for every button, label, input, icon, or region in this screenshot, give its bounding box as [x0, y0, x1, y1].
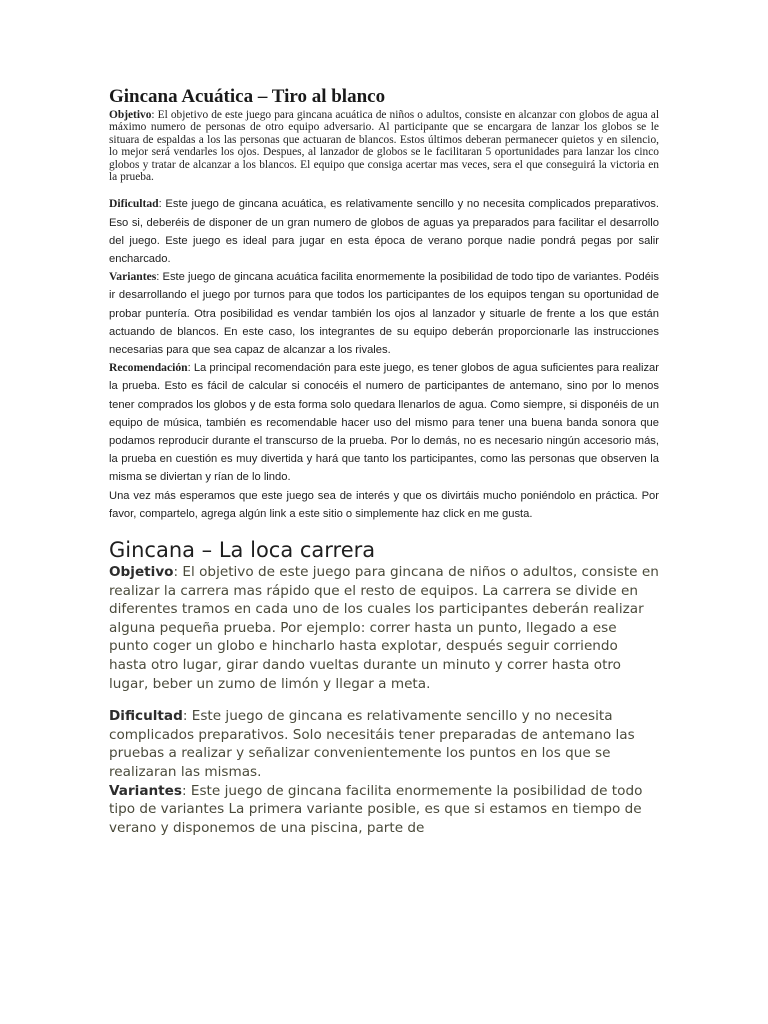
objetivo-label-2: Objetivo	[109, 564, 174, 581]
dificultad-text: : Este juego de gincana acuática, es relativamente sencillo y no necesita complicados preparativos. Eso si, deberéis de disponer de un gran numero de globos de aguas ya preparados para facilitar el desarrollo del juego. Este juego es ideal para jugar en esta época de verano porque nadie pondrá pegas por salir encharcado.	[109, 198, 659, 266]
document-page	[109, 86, 659, 837]
section-1-variantes	[109, 268, 659, 359]
section-2-variantes	[109, 782, 659, 838]
objetivo-label: Objetivo	[109, 109, 152, 121]
dificultad-label: Dificultad	[109, 197, 159, 211]
variantes-label-2: Variantes	[109, 782, 182, 799]
recomendacion-text: : La principal recomendación para este juego, es tener globos de agua suficientes para realizar la prueba. Esto es fácil de calcular si conocéis el numero de participantes de antemano, sino por lo menos tener comprados los globos y de esta forma solo quedara llenarlos de agua. Como siempre, si disponéis de un equipo de música, también es recomendable hacer uso del mismo para tener una buena banda sonora que podamos reproducir durante el transcurso de la prueba. Por lo demás, no es necesario ningún accesorio más, la prueba en cuestión es muy divertida y hará que tanto los participantes, como las personas que observen la misma se diviertan y rían de lo lindo.	[109, 362, 659, 484]
variantes-text: : Este juego de gincana acuática facilita enormemente la posibilidad de todo tipo de variantes. Podéis ir desarrollando el juego por turnos para que todos los participantes de los equipos tengan su oportunidad de probar puntería. Otra posibilidad es vendar también los ojos al lanzador y situarle de frente a los que están actuando de blancos. En este caso, los integrantes de su equipo deberán proporcionarle las instrucciones necesarias para que sea capaz de alcanzar a los rivales.	[109, 271, 659, 357]
variantes-label: Variantes	[109, 270, 157, 284]
section-2-dificultad	[109, 707, 659, 781]
variantes-text-2: : Este juego de gincana facilita enormemente la posibilidad de todo tipo de variantes La primera variante posible, es que si estamos en tiempo de verano y disponemos de una piscina, parte de	[109, 782, 643, 836]
section-1-title: Gincana Acuática – Tiro al blanco	[109, 86, 386, 107]
section-1-dificultad	[109, 195, 659, 268]
section-2-objetivo	[109, 563, 659, 693]
objetivo-text-2: : El objetivo de este juego para gincana de niños o adultos, consiste en realizar la carrera mas rápido que el resto de equipos. La carrera se divide en diferentes tramos en cada uno de los cuales los participantes deberán realizar alguna pequeña prueba. Por ejemplo: correr hasta un punto, llegado a ese punto coger un globo e hincharlo hasta explotar, después seguir corriendo hasta otro lugar, girar dando vueltas durante un minuto y correr hasta otro lugar, beber un zumo de limón y llegar a meta.	[109, 564, 659, 692]
dificultad-label-2: Dificultad	[109, 708, 183, 725]
objetivo-text: : El objetivo de este juego para gincana acuática de niños o adultos, consiste en alcanzar con globos de agua al máximo numero de personas de otro equipo adversario. Al participante que se encargara de lanzar los globos se le situara de espaldas a los las personas que actuaran de blancos. Estos últimos deberan permanecer quietos y en silencio, lo mejor será vendarles los ojos. Despues, al lanzador de globos se le facilitaran 5 oportunidades para lanzar los cinco globos y tratar de alcanzar a los blancos. El equipo que consiga acertar mas veces, sera el que conseguirá la victoria en la prueba.	[109, 109, 659, 184]
section-2-title: Gincana – La loca carrera	[109, 538, 376, 563]
section-1-closing: Una vez más esperamos que este juego sea de interés y que os divirtáis mucho poniéndolo en práctica. Por favor, compartelo, agrega algún link a este sitio o simplemente haz click en me gusta.	[109, 489, 659, 520]
recomendacion-label: Recomendación	[109, 361, 188, 375]
section-1-objetivo	[109, 109, 659, 183]
dificultad-text-2: : Este juego de gincana es relativamente sencillo y no necesita complicados preparativos. Solo necesitáis tener preparadas de antemano las pruebas a realizar y señalizar convenientemente los puntos en los que se realizaran las mismas.	[109, 708, 635, 781]
section-1-recomendacion	[109, 359, 659, 486]
